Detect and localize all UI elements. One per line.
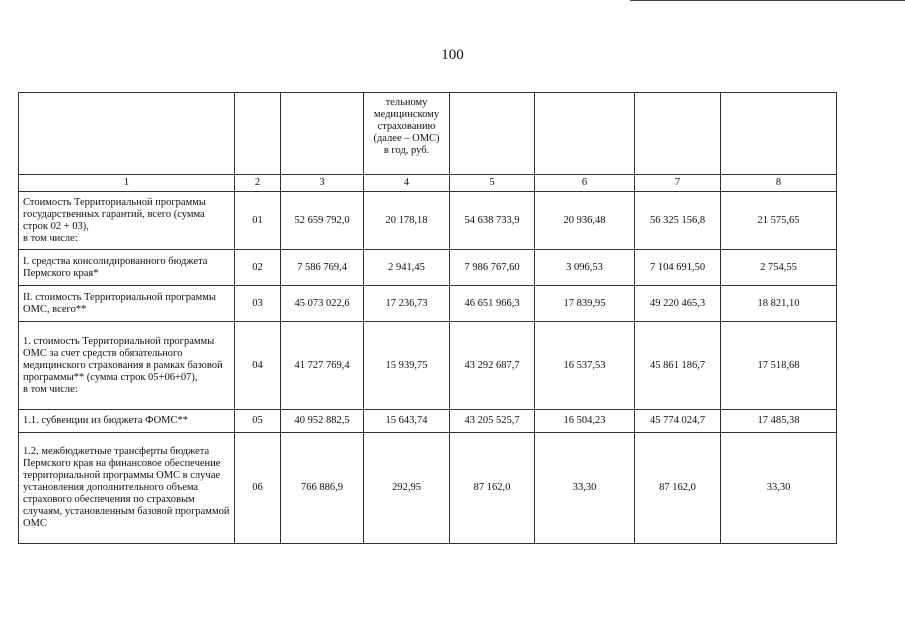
cell-value: 54 638 733,9 [450,192,535,250]
row-code: 02 [235,250,281,286]
row-code: 01 [235,192,281,250]
cell-value: 7 104 691,50 [635,250,721,286]
cell-value: 45 774 024,7 [635,410,721,433]
table-row [19,410,837,433]
row-code: 06 [235,433,281,544]
cell-value: 15 643,74 [364,410,450,433]
cell-value: 20 178,18 [364,192,450,250]
cell-value: 292,95 [364,433,450,544]
cell-value: 45 073 022,6 [281,286,364,322]
column-number: 4 [364,175,450,192]
cell-value: 33,30 [535,433,635,544]
cell-value: 16 504,23 [535,410,635,433]
table-row [19,433,837,544]
cell-value: 43 205 525,7 [450,410,535,433]
cell-value: 52 659 792,0 [281,192,364,250]
cell-value: 16 537,53 [535,322,635,410]
column-number: 3 [281,175,364,192]
header-cell [635,93,721,175]
cell-value: 766 886,9 [281,433,364,544]
row-code: 05 [235,410,281,433]
header-cell [235,93,281,175]
cell-value: 45 861 186,7 [635,322,721,410]
cell-value: 56 325 156,8 [635,192,721,250]
cell-value: 33,30 [721,433,837,544]
cell-value: 2 941,45 [364,250,450,286]
cell-value: 46 651 966,3 [450,286,535,322]
cell-value: 2 754,55 [721,250,837,286]
cell-value: 49 220 465,3 [635,286,721,322]
cell-value: 17 839,95 [535,286,635,322]
row-name: Стоимость Территориальной программы государственных гарантий, всего (сумма строк 02 + 03), в том числе: [19,192,235,250]
cell-value: 7 986 767,60 [450,250,535,286]
cell-value: 21 575,65 [721,192,837,250]
cell-value: 20 936,48 [535,192,635,250]
cell-value: 17 485,38 [721,410,837,433]
cell-value: 43 292 687,7 [450,322,535,410]
table-row [19,192,837,250]
cell-value: 3 096,53 [535,250,635,286]
row-code: 03 [235,286,281,322]
row-code: 04 [235,322,281,410]
column-number: 7 [635,175,721,192]
header-cell [535,93,635,175]
budget-table [18,92,837,544]
header-continuation-row [19,93,837,175]
column-number: 6 [535,175,635,192]
table-row [19,322,837,410]
row-name: II. стоимость Территориальной программы ОМС, всего** [19,286,235,322]
header-cell-col4 [364,93,450,175]
cell-value: 41 727 769,4 [281,322,364,410]
cell-value: 40 952 882,5 [281,410,364,433]
table-row [19,250,837,286]
column-number: 5 [450,175,535,192]
row-name: 1.1. субвенции из бюджета ФОМС** [19,410,235,433]
header-cell [19,93,235,175]
cell-value: 87 162,0 [450,433,535,544]
column-number: 2 [235,175,281,192]
top-rule [630,0,905,1]
header-col4-text: тельному медицинскому страхованию (далее – ОМС) в год, руб. [373,97,440,156]
cell-value: 18 821,10 [721,286,837,322]
row-name: 1. стоимость Территориальной программы ОМС за счет средств обязательного медицинского страхования в рамках базовой программы** (сумма строк 05+06+07), в том числе: [19,322,235,410]
cell-value: 17 236,73 [364,286,450,322]
column-number-row [19,175,837,192]
row-name: 1.2. межбюджетные трансферты бюджета Пермского края на финансовое обеспечение территориальной программы ОМС в случае установления дополнительного объема страхового обеспечения по страховым случаям, установленным базовой программой ОМС [19,433,235,544]
cell-value: 87 162,0 [635,433,721,544]
cell-value: 17 518,68 [721,322,837,410]
page-number: 100 [441,47,464,63]
header-cell [450,93,535,175]
column-number: 8 [721,175,837,192]
column-number: 1 [19,175,235,192]
header-cell [721,93,837,175]
header-cell [281,93,364,175]
cell-value: 7 586 769,4 [281,250,364,286]
table-row [19,286,837,322]
cell-value: 15 939,75 [364,322,450,410]
row-name: I. средства консолидированного бюджета Пермского края* [19,250,235,286]
